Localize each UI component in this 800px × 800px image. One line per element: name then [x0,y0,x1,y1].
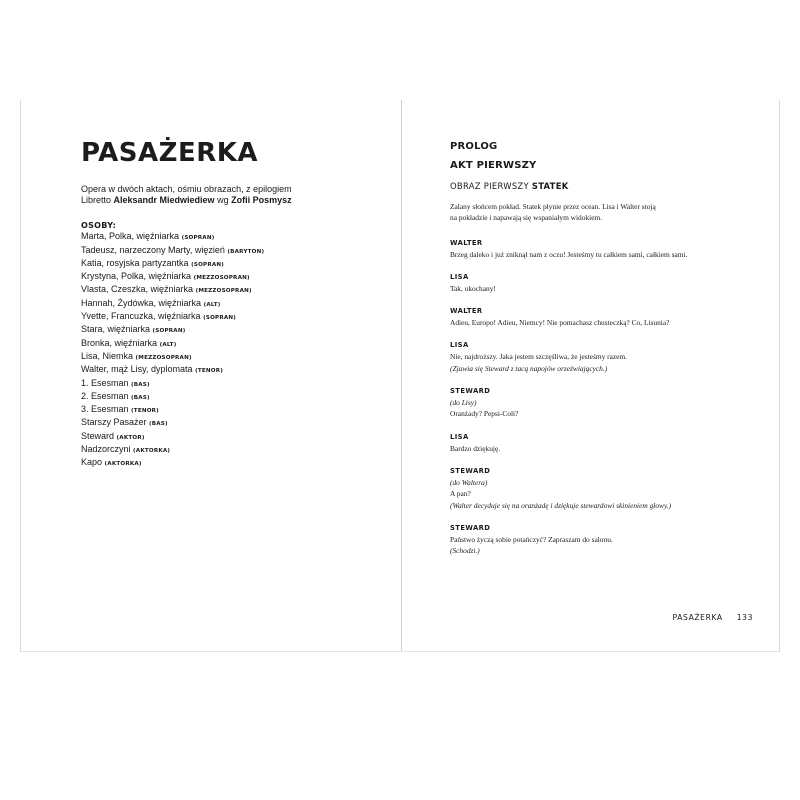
cast-entry [81,231,264,244]
cast-entry [81,298,264,311]
speaker-name: STEWARD [450,466,491,475]
dialogue-line: Tak, ukochany! [450,283,496,293]
page-number: 133 [736,613,753,622]
page-footer [673,613,753,622]
cast-role: Yvette, Francuzka, więźniarka [81,311,201,322]
cast-voice: (MEZZOSOPRAN) [135,354,192,361]
cast-items [81,231,264,470]
cast-role: Lisa, Niemka [81,350,134,361]
stage-note: (Schodzi.) [450,546,480,556]
speaker-name: LISA [450,341,469,350]
librettist-name: Aleksandr Miedwiediew [113,195,215,205]
cast-entry [81,311,264,324]
cast-voice: (BAS) [131,381,150,388]
cast-entry [81,404,264,417]
cast-voice: (AKTOR) [116,434,145,441]
dialogue-line: Nie, najdroższy. Jaka jestem szczęśliwa, że jesteśmy razem. [450,352,628,362]
left-page [21,100,401,651]
dialogue-line: Oranżady? Pepsi-Coli? [450,409,519,419]
cast-role: Tadeusz, narzeczony Marty, więzień [81,244,225,255]
cast-role: 1. Esesman [81,377,129,388]
speaker-name: STEWARD [450,523,491,532]
dialogue-block [450,306,760,328]
cast-role: Marta, Polka, więźniarka [81,231,180,242]
cast-voice: (ALT) [203,301,221,308]
cast-voice: (SOPRAN) [191,261,224,268]
cast-entry [81,351,264,364]
cast-voice: (TENOR) [195,368,223,375]
stage-note: (Zjawia się Steward z tacą napojów orzeźwiających.) [450,363,608,373]
scene-prefix: OBRAZ PIERWSZY [450,181,532,191]
dialogue-block [450,432,760,454]
cast-role: Hannah, Żydówka, więźniarka [81,297,202,308]
scene-name: STATEK [531,181,569,191]
stage-note: (Walter decyduje się na oranżadę i dziękuje stewardowi skinieniem głowy.) [450,500,672,510]
cast-list [81,220,264,471]
dialogue-block [450,466,760,511]
cast-role: 2. Esesman [81,390,129,401]
cast-heading: OSOBY: [81,221,117,230]
libretto-mid: wg [214,195,232,205]
cast-entry [81,245,264,258]
dialogue-line: Bardzo dziękuję. [450,443,501,453]
cast-entry [81,444,264,457]
dialogue-line: Brzeg daleko i już zniknął nam z oczu! Jesteśmy tu całkiem sami, całkiem sami. [450,249,688,259]
cast-voice: (BARYTON) [227,248,265,255]
dialogue-line: Państwo życzą sobie potańczyć? Zapraszam do salonu. [450,534,613,544]
cast-voice: (SOPRAN) [203,315,236,322]
libretto-text [450,141,760,556]
stage-direction [450,201,760,224]
cast-role: Stara, więźniarka [81,324,151,335]
cast-entry [81,364,264,377]
act-heading: AKT PIERWSZY [450,160,537,171]
author-name: Zofii Posmysz [231,195,292,205]
dialogue-block [450,238,760,260]
cast-voice: (SOPRAN) [181,235,215,242]
cast-voice: (ALT) [159,341,177,348]
scene-heading [450,181,760,191]
cast-entry [81,431,264,444]
running-title: PASAŻERKA [672,613,723,622]
prolog-heading: PROLOG [450,141,498,152]
libretto-prefix: Libretto [81,195,114,205]
cast-entry [81,378,264,391]
speaker-name: LISA [450,432,469,441]
cast-role: Steward [81,430,115,441]
cast-voice: (AKTORKA) [133,448,171,455]
cast-voice: (BAS) [149,421,168,428]
dialogue-line: A pan? [450,489,471,499]
dialogue-line: Adieu, Europo! Adieu, Niemcy! Nie pomachasz chusteczką? Co, Lisunia? [450,318,670,328]
cast-entry [81,391,264,404]
opera-subtitle [81,184,292,206]
stage-note: (do Lisy) [450,398,477,408]
cast-role: 3. Esesman [81,404,129,415]
stage-direction-line: Zalany słońcem pokład. Statek płynie przez ocean. Lisa i Walter stoją [450,202,656,211]
stage-note: (do Waltera) [450,477,488,487]
book-title: PASAŻERKA [81,138,259,168]
speaker-name: WALTER [450,238,483,247]
cast-entry [81,258,264,271]
cast-entry [81,417,264,430]
dialogue-block [450,523,760,557]
cast-role: Walter, mąż Lisy, dyplomata [81,364,193,375]
stage-direction-line: na pokładzie i napawają się wspaniałym widokiem. [450,213,603,223]
cast-voice: (MEZZOSOPRAN) [195,288,252,295]
book-spread [20,100,780,652]
speaker-name: LISA [450,272,469,281]
right-page [401,100,781,651]
cast-voice: (AKTORKA) [104,461,142,468]
cast-entry [81,338,264,351]
speaker-name: STEWARD [450,387,491,396]
dialogue [450,238,760,557]
cast-entry [81,271,264,284]
cast-voice: (BAS) [131,394,150,401]
cast-voice: (TENOR) [131,408,159,415]
cast-voice: (SOPRAN) [152,328,186,335]
cast-entry [81,324,264,337]
cast-voice: (MEZZOSOPRAN) [193,275,250,282]
cast-role: Vlasta, Czeszka, więźniarka [81,284,194,295]
cast-role: Starszy Pasażer [81,417,147,428]
libretto-line [81,195,292,206]
cast-role: Krystyna, Polka, więźniarka [81,271,192,282]
cast-role: Bronka, więźniarka [81,337,158,348]
cast-role: Kapo [81,457,103,468]
cast-entry [81,457,264,470]
speaker-name: WALTER [450,307,483,316]
cast-role: Nadzorczyni [81,444,131,455]
cast-entry [81,284,264,297]
dialogue-block [450,272,760,294]
dialogue-block [450,340,760,374]
subtitle-line: Opera w dwóch aktach, ośmiu obrazach, z epilogiem [81,184,292,194]
cast-role: Katia, rosyjska partyzantka [81,257,189,268]
dialogue-block [450,386,760,420]
